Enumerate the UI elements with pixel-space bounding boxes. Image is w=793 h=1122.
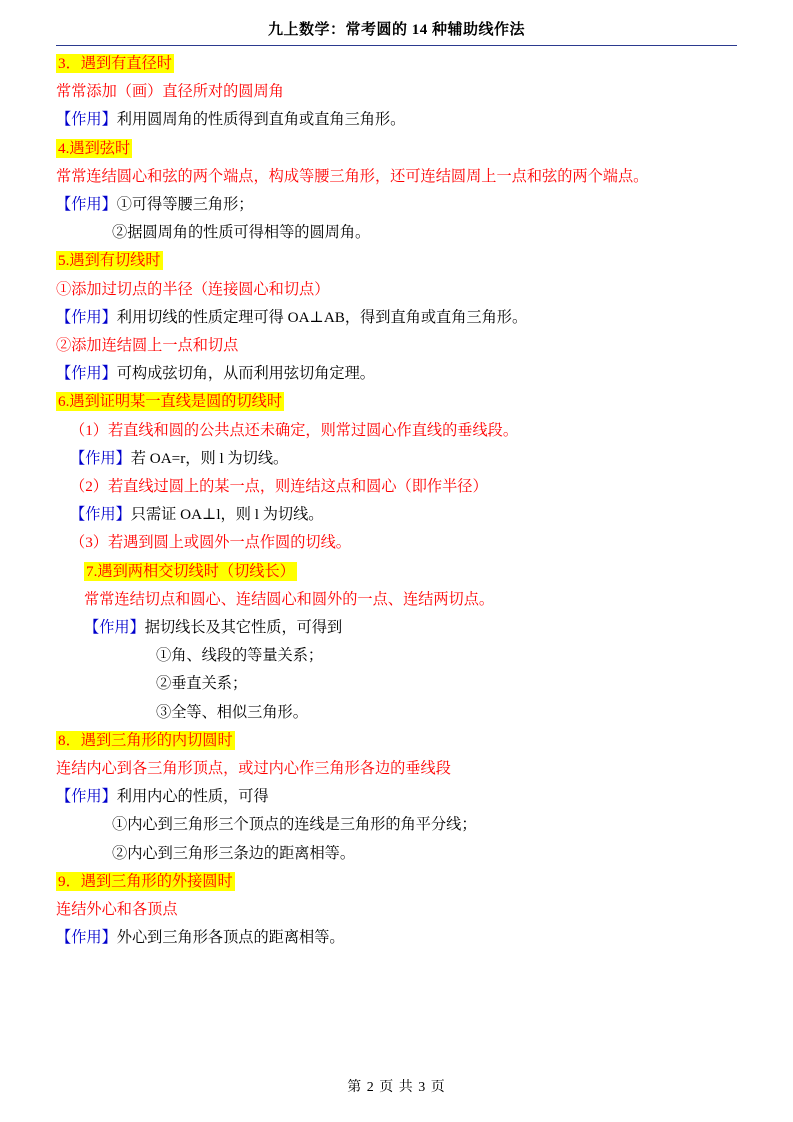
effect-text: ②内心到三角形三条边的距离相等。 <box>112 844 355 862</box>
doc-line <box>56 817 737 832</box>
doc-line <box>56 225 737 240</box>
effect-text: 利用切线的性质定理可得 OA⊥AB，得到直角或直角三角形。 <box>116 308 528 326</box>
effect-text: ②垂直关系； <box>156 675 248 693</box>
effect-text: 若 OA=r，则 l 为切线。 <box>130 449 289 467</box>
doc-line <box>56 394 737 409</box>
highlighted-heading: 5.遇到有切线时 <box>58 252 161 270</box>
doc-line <box>56 648 737 663</box>
doc-line <box>56 338 737 353</box>
method-text: 常常连结切点和圆心、连结圆心和圆外的一点、连结两切点。 <box>84 590 495 608</box>
highlighted-heading: 3．遇到有直径时 <box>58 55 172 72</box>
doc-line <box>56 564 737 579</box>
method-text: ①添加过切点的半径（连接圆心和切点） <box>56 280 330 298</box>
method-text: （1）若直线和圆的公共点还未确定，则常过圆心作直线的垂线段。 <box>70 421 519 439</box>
doc-line <box>56 197 737 212</box>
doc-line <box>56 169 737 184</box>
page-header-title: 九上数学：常考圆的 14 种辅助线作法 <box>267 22 525 38</box>
doc-line <box>56 705 737 720</box>
doc-line <box>56 479 737 494</box>
method-text: （2）若直线过圆上的某一点，则连结这点和圆心（即作半径） <box>70 478 488 496</box>
effect-label: 【作用】 <box>56 196 117 214</box>
doc-line <box>56 507 737 522</box>
effect-text: 只需证 OA⊥l，则 l 为切线。 <box>130 506 324 524</box>
method-text: 常常连结圆心和弦的两个端点，构成等腰三角形，还可连结圆周上一点和弦的两个端点。 <box>56 167 649 185</box>
document-body <box>56 56 737 946</box>
doc-line <box>56 789 737 804</box>
doc-line <box>56 620 737 635</box>
highlighted-heading: 7.遇到两相交切线时（切线长） <box>86 562 295 580</box>
doc-line <box>56 56 737 71</box>
method-text: （3）若遇到圆上或圆外一点作圆的切线。 <box>70 534 351 552</box>
effect-label: 【作用】 <box>56 111 117 129</box>
method-text: ②添加连结圆上一点和切点 <box>56 337 239 355</box>
effect-text: ①内心到三角形三个顶点的连线是三角形的角平分线； <box>112 816 477 834</box>
effect-text: 可构成弦切角，从而利用弦切角定理。 <box>116 365 375 383</box>
effect-text: ①可得等腰三角形； <box>116 196 254 214</box>
doc-line <box>56 253 737 268</box>
method-text: 常常添加（画）直径所对的圆周角 <box>56 83 284 101</box>
highlighted-heading: 4.遇到弦时 <box>58 139 131 157</box>
method-text: 连结内心到各三角形顶点，或过内心作三角形各边的垂线段 <box>56 760 451 778</box>
doc-line <box>56 874 737 889</box>
effect-text: 据切线长及其它性质，可得到 <box>144 619 343 637</box>
doc-line <box>56 366 737 381</box>
effect-text: 外心到三角形各顶点的距离相等。 <box>116 929 345 947</box>
highlighted-heading: 8．遇到三角形的内切圆时 <box>58 731 233 749</box>
doc-line <box>56 535 737 550</box>
doc-line <box>56 112 737 127</box>
doc-line <box>56 733 737 748</box>
method-text: 连结外心和各顶点 <box>56 901 178 919</box>
effect-label: 【作用】 <box>56 308 117 326</box>
effect-text: ②据圆周角的性质可得相等的圆周角。 <box>112 224 371 242</box>
effect-label: 【作用】 <box>56 929 117 947</box>
doc-line <box>56 902 737 917</box>
doc-line <box>56 423 737 438</box>
effect-label: 【作用】 <box>70 506 131 524</box>
doc-line <box>56 846 737 861</box>
effect-text: ③全等、相似三角形。 <box>156 703 308 721</box>
doc-line <box>56 676 737 691</box>
effect-text: 利用圆周角的性质得到直角或直角三角形。 <box>116 111 406 129</box>
effect-text: 利用内心的性质，可得 <box>116 788 269 806</box>
effect-label: 【作用】 <box>56 365 117 383</box>
header-divider <box>56 45 737 46</box>
doc-line <box>56 282 737 297</box>
highlighted-heading: 9．遇到三角形的外接圆时 <box>58 872 233 890</box>
effect-label: 【作用】 <box>84 619 145 637</box>
doc-line <box>56 592 737 607</box>
highlighted-heading: 6.遇到证明某一直线是圆的切线时 <box>58 393 283 411</box>
page-footer: 第 2 页 共 3 页 <box>347 1080 446 1095</box>
effect-label: 【作用】 <box>70 449 131 467</box>
doc-line <box>56 310 737 325</box>
doc-line <box>56 451 737 466</box>
effect-label: 【作用】 <box>56 788 117 806</box>
effect-text: ①角、线段的等量关系； <box>156 647 324 665</box>
doc-line <box>56 761 737 776</box>
doc-line <box>56 930 737 945</box>
doc-line <box>56 84 737 99</box>
doc-line <box>56 141 737 156</box>
